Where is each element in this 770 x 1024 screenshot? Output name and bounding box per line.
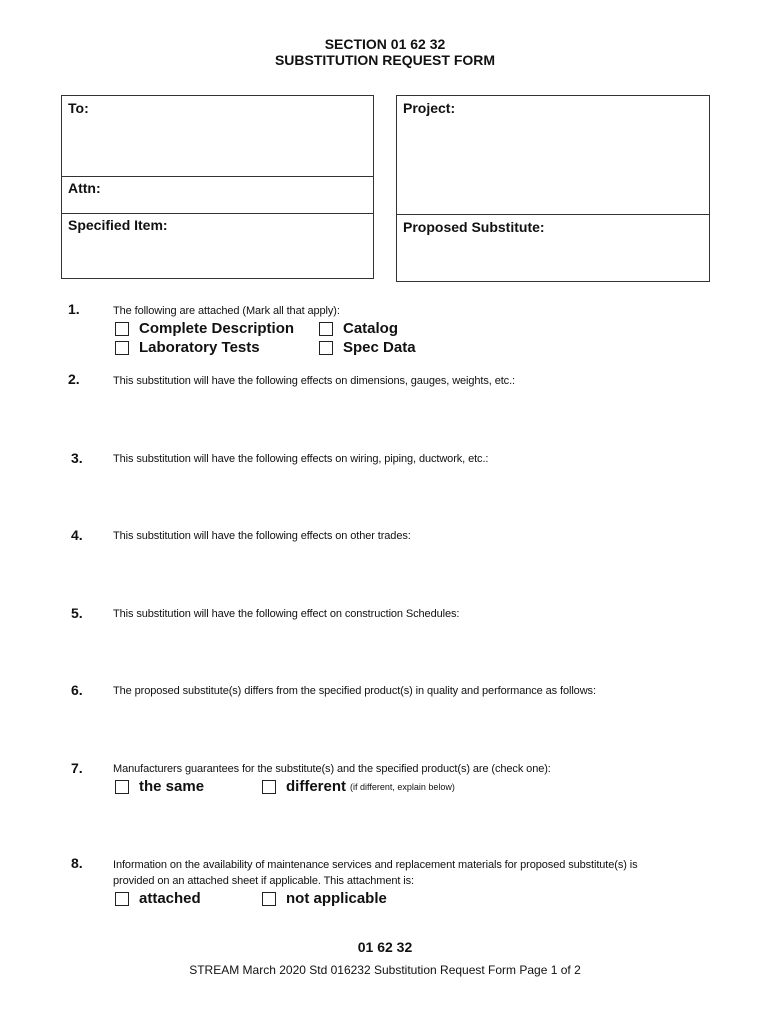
checkbox-laboratory-tests[interactable] bbox=[115, 339, 260, 356]
item-number: 4. bbox=[71, 527, 83, 543]
checkbox-label: not applicable bbox=[286, 890, 387, 907]
checkbox-icon[interactable] bbox=[319, 341, 333, 355]
checkbox-label: Complete Description bbox=[139, 320, 295, 337]
item-number: 7. bbox=[71, 760, 83, 776]
item-number: 1. bbox=[68, 301, 80, 317]
checkbox-icon[interactable] bbox=[115, 892, 129, 906]
checkbox-label: Spec Data bbox=[343, 339, 416, 356]
checkbox-complete-description[interactable] bbox=[115, 320, 294, 337]
checkbox-icon[interactable] bbox=[115, 341, 129, 355]
checkbox-spec-data[interactable] bbox=[319, 339, 416, 356]
checkbox-label: Laboratory Tests bbox=[139, 339, 260, 356]
checkbox-label: the same bbox=[139, 778, 205, 795]
checkbox-not-applicable[interactable] bbox=[262, 890, 387, 907]
checkbox-icon[interactable] bbox=[115, 780, 129, 794]
footer-text: STREAM March 2020 Std 016232 Substitution Request Form Page 1 of 2 bbox=[189, 963, 581, 977]
checkbox-icon[interactable] bbox=[319, 322, 333, 336]
item-text: The following are attached (Mark all that apply): bbox=[113, 305, 340, 317]
item-number: 5. bbox=[71, 605, 83, 621]
proposed-substitute-box[interactable] bbox=[396, 214, 710, 282]
checkbox-icon[interactable] bbox=[262, 892, 276, 906]
to-box[interactable] bbox=[61, 95, 374, 177]
checkbox-the-same[interactable] bbox=[115, 778, 204, 795]
project-box[interactable] bbox=[396, 95, 710, 215]
checkbox-catalog[interactable] bbox=[319, 320, 398, 337]
item-text: provided on an attached sheet if applicable. This attachment is: bbox=[113, 875, 414, 887]
project-label: Project: bbox=[403, 100, 456, 116]
item-number: 8. bbox=[71, 855, 83, 871]
item-text: This substitution will have the following effects on dimensions, gauges, weights, etc.: bbox=[113, 375, 515, 387]
attn-label: Attn: bbox=[68, 180, 101, 196]
item-text: The proposed substitute(s) differs from the specified product(s) in quality and performance as follows: bbox=[113, 685, 596, 697]
specified-item-box[interactable] bbox=[61, 213, 374, 279]
checkbox-icon[interactable] bbox=[262, 780, 276, 794]
checkbox-different[interactable] bbox=[262, 778, 455, 795]
item-number: 2. bbox=[68, 371, 80, 387]
checkbox-icon[interactable] bbox=[115, 322, 129, 336]
checkbox-label: different bbox=[286, 778, 346, 795]
form-title: SUBSTITUTION REQUEST FORM bbox=[274, 52, 496, 68]
attn-box[interactable] bbox=[61, 176, 374, 214]
item-number: 3. bbox=[71, 450, 83, 466]
item-text: This substitution will have the following effects on wiring, piping, ductwork, etc.: bbox=[113, 453, 489, 465]
item-text: Information on the availability of maintenance services and replacement materials for proposed substitute(s) is bbox=[113, 859, 638, 871]
proposed-substitute-label: Proposed Substitute: bbox=[403, 219, 545, 235]
item-text: This substitution will have the following effect on construction Schedules: bbox=[113, 608, 460, 620]
section-heading: SECTION 01 62 32 bbox=[324, 36, 446, 52]
item-text: Manufacturers guarantees for the substitute(s) and the specified product(s) are (check one): bbox=[113, 763, 551, 775]
item-text: This substitution will have the following effects on other trades: bbox=[113, 530, 411, 542]
footer-section-code: 01 62 32 bbox=[357, 939, 413, 955]
specified-item-label: Specified Item: bbox=[68, 217, 168, 233]
checkbox-attached[interactable] bbox=[115, 890, 201, 907]
item-number: 6. bbox=[71, 682, 83, 698]
different-note: (if different, explain below) bbox=[350, 781, 455, 792]
checkbox-label: Catalog bbox=[343, 320, 399, 337]
to-label: To: bbox=[68, 100, 89, 116]
checkbox-label: attached bbox=[139, 890, 201, 907]
